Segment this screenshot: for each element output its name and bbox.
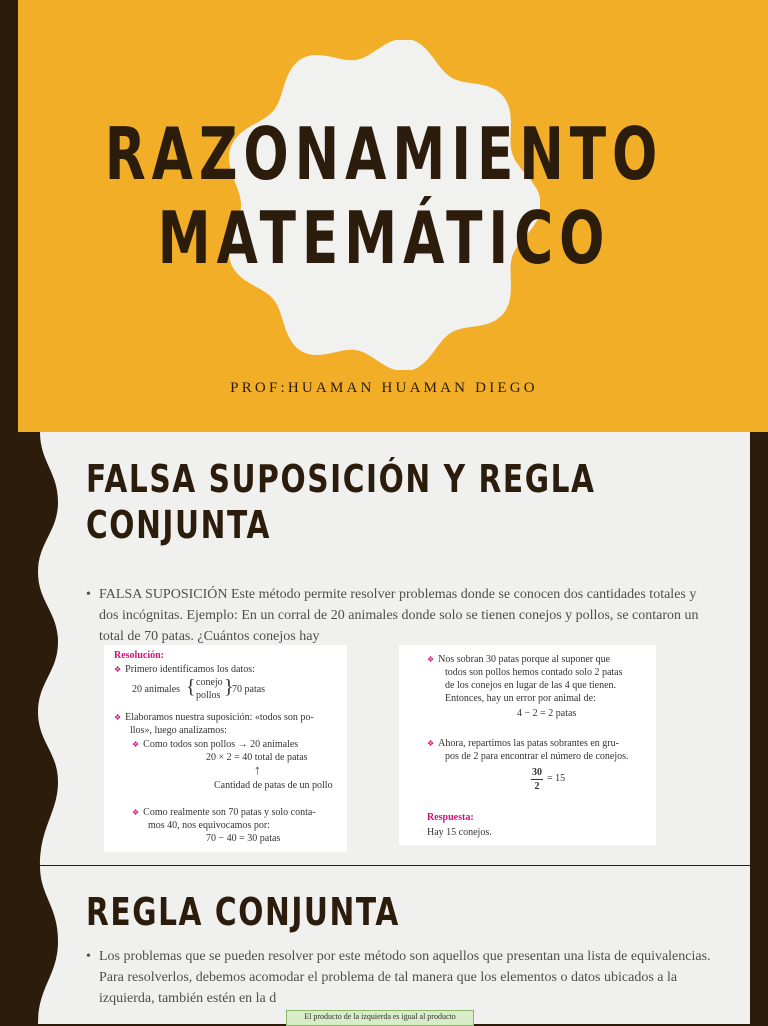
fraction-denominator: 2 [534, 781, 540, 792]
diamond-bullet-icon: ❖ [427, 739, 435, 748]
diamond-bullet-icon: ❖ [427, 655, 435, 664]
sub-step-1: ❖ Como todos son pollos → 20 animales [132, 739, 299, 750]
resolution-label: Resolución: [114, 650, 164, 661]
heading-line-2: CONJUNTA [86, 503, 271, 547]
right-accent-bar [750, 432, 768, 865]
title-slide [0, 0, 768, 432]
diamond-bullet-icon: ❖ [132, 740, 140, 749]
answer-text: Hay 15 conejos. [427, 827, 492, 838]
slide-subtitle: PROF:HUAMAN HUAMAN DIEGO [230, 380, 538, 396]
heading-line-1: FALSA SUPOSICIÓN Y REGLA [86, 457, 596, 501]
note-line: Cantidad de patas de un pollo [214, 780, 333, 791]
fraction-result: = 15 [547, 773, 566, 784]
fraction [531, 766, 543, 793]
para-2: ❖ Ahora, repartimos las patas sobrantes en gru- [427, 738, 619, 749]
left-wave-border [0, 866, 60, 1024]
bullet-item [86, 584, 711, 647]
sub-step-2: ❖ Como realmente son 70 patas y solo conta- [132, 807, 316, 818]
step-1: ❖ Primero identificamos los datos: [114, 664, 255, 675]
right-accent-bar [750, 866, 768, 1024]
rule-highlight-box: El producto de la izquierda es igual al producto [286, 1010, 474, 1026]
calc-line: 20 × 2 = 40 total de patas [206, 752, 308, 763]
left-brace: { [186, 676, 196, 698]
diamond-bullet-icon: ❖ [132, 808, 140, 817]
step-2: ❖ Elaboramos nuestra suposición: «todos son po- [114, 712, 314, 723]
patas-label: 70 patas [232, 684, 266, 695]
right-brace: } [224, 676, 234, 698]
step-2-cont: llos», luego analizamos: [130, 725, 227, 736]
left-accent-bar [0, 0, 18, 432]
diamond-bullet-icon: ❖ [114, 665, 122, 674]
sub-step-2-cont: mos 40, nos equivocamos por: [148, 820, 270, 831]
para-1-line-2: todos son pollos hemos contado solo 2 patas [445, 667, 623, 678]
title-line-2: MATEMÁTICO [157, 196, 611, 280]
bullet-dot: • [86, 949, 91, 964]
bullet-dot: • [86, 587, 91, 602]
bullet-item [86, 946, 711, 1009]
explanation-panel [399, 645, 656, 845]
slide-title [100, 112, 668, 280]
arrow-up-icon: ↑ [254, 762, 261, 777]
para-2-line-2: pos de 2 para encontrar el número de conejos. [445, 751, 629, 762]
para-1-line-3: de los conejos en lugar de las 4 que tienen. [445, 680, 617, 691]
calc-line-2: 70 − 40 = 30 patas [206, 833, 281, 844]
para-1-line-4: Entonces, hay un error por animal de: [445, 693, 596, 704]
answer-label: Respuesta: [427, 812, 474, 823]
conejo-label: conejo [196, 677, 223, 688]
para-1: ❖ Nos sobran 30 patas porque al suponer que [427, 654, 611, 665]
section-heading [86, 456, 710, 548]
pollos-label: pollos [196, 690, 221, 701]
bullet-text: Los problemas que se pueden resolver por este método son aquellos que presentan una lista de equivalencias. Para resolverlos, debemos acomodar el problema de tal manera que los elementos o datos ubicados a la izquierda, también estén en la d [99, 949, 711, 1006]
arrow-right-icon: → [237, 739, 248, 750]
title-line-1: RAZONAMIENTO [104, 112, 664, 196]
diamond-bullet-icon: ❖ [114, 713, 122, 722]
fraction-numerator: 30 [532, 767, 542, 778]
left-wave-border [0, 432, 60, 865]
error-calc: 4 − 2 = 2 patas [517, 708, 577, 719]
section-heading: REGLA CONJUNTA [86, 890, 400, 934]
resolution-panel [104, 645, 347, 852]
animals-label: 20 animales [132, 684, 181, 695]
bullet-text: FALSA SUPOSICIÓN Este método permite resolver problemas donde se conocen dos cantidades totales y dos incógnitas. Ejemplo: En un corral de 20 animales donde solo se tienen conejos y pollos, se contaron un total de 70 patas. ¿Cuántos conejos hay [99, 587, 699, 644]
